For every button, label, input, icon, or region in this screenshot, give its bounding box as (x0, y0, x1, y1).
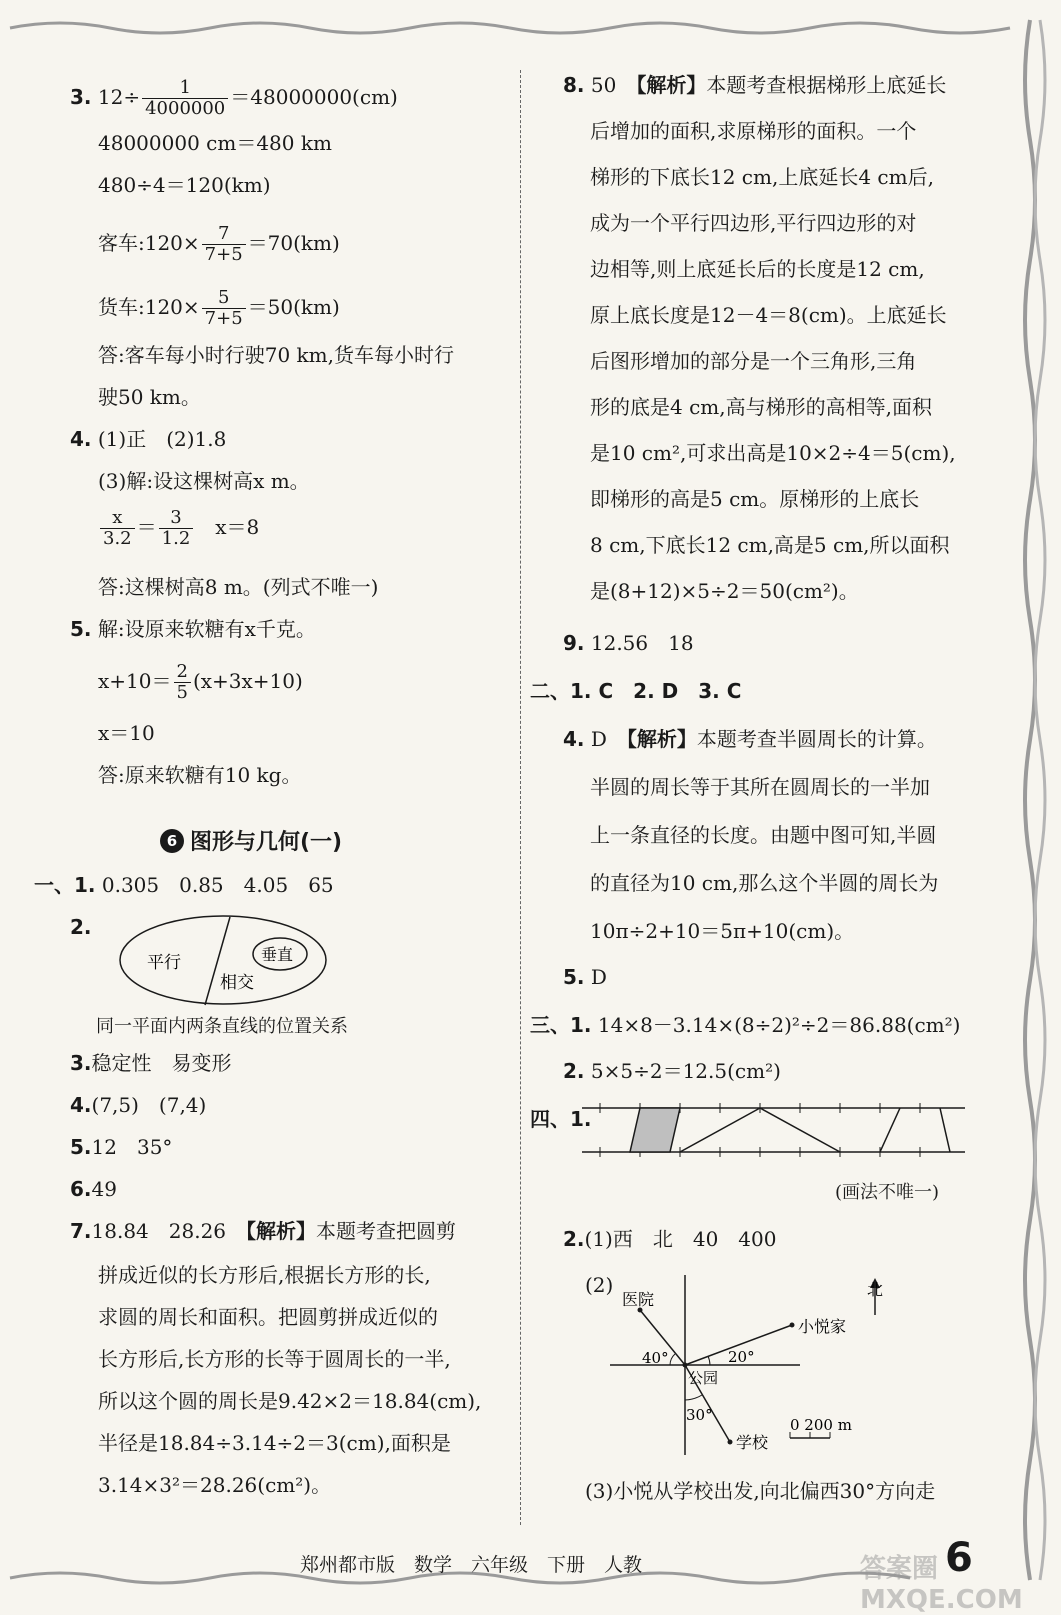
part1-q5: 5.12 35° (70, 1135, 173, 1159)
part1-q2-num: 2. (70, 915, 92, 939)
watermark: 答案圈 MXQE.COM (860, 1554, 1023, 1615)
part1-q7-line: 所以这个圆的周长是9.42×2＝18.84(cm), (98, 1389, 482, 1413)
q4-line2: (3)解:设这棵树高x m。 (98, 469, 310, 493)
fraction: $\frac{1}{4000000}$ (142, 78, 228, 119)
part2-q5: 5. D (563, 965, 607, 989)
q8-line: 成为一个平行四边形,平行四边形的对 (590, 211, 917, 235)
q9: 9. 12.56 18 (563, 631, 694, 655)
venn-diagram (115, 910, 345, 1010)
q4-answer: 答:这棵树高8 m。(列式不唯一) (98, 575, 379, 599)
q8-line: 梯形的下底长12 cm,上底延长4 cm后, (590, 165, 934, 189)
q4-line1: 4. (1)正 (2)1.8 (70, 427, 227, 451)
q5-line3: x＝10 (98, 721, 155, 745)
part2-q4-line: 上一条直径的长度。由题中图可知,半圆 (590, 823, 937, 847)
q8-line: 后增加的面积,求原梯形的面积。一个 (590, 119, 917, 143)
map-north: 北 (867, 1280, 884, 1299)
part1-q3: 3.稳定性 易变形 (70, 1051, 232, 1075)
section-title: 6 图形与几何(一) (160, 825, 342, 856)
q4-proportion: $\frac{x}{3.2}$ ＝ $\frac{3}{1.2}$ x＝8 (98, 508, 259, 549)
part2-q4-head: 4. D 【解析】本题考查半圆周长的计算。 (563, 727, 937, 751)
part1-q6: 6.49 (70, 1177, 117, 1201)
q8-head: 8. 50 【解析】本题考查根据梯形上底延长 (563, 73, 947, 97)
map-scale: 0 200 m (790, 1416, 852, 1434)
page-footer: 郑州都市版 数学 六年级 下册 人教 (300, 1554, 643, 1576)
q5-line1: 5. 解:设原来软糖有x千克。 (70, 617, 316, 641)
venn-parallel: 平行 (147, 953, 181, 973)
part4-q2-line1: 2.(1)西 北 40 400 (563, 1227, 777, 1251)
q5-answer: 答:原来软糖有10 kg。 (98, 763, 302, 787)
venn-perpendicular: 垂直 (261, 945, 294, 964)
part2-answers: 二、1. C 2. D 3. C (530, 679, 742, 703)
parallel-lines-figure (580, 1100, 970, 1160)
map-angle-30: 30° (686, 1406, 713, 1424)
q8-line: 形的底是4 cm,高与梯形的高相等,面积 (590, 395, 932, 419)
part2-q4-line: 10π÷2+10＝5π+10(cm)。 (590, 919, 855, 943)
q8-line: 是10 cm²,可求出高是10×2÷4＝5(cm), (590, 441, 956, 465)
venn-intersect: 相交 (220, 973, 254, 993)
part3-q1: 三、1. 14×8－3.14×(8÷2)²÷2＝86.88(cm²) (530, 1013, 961, 1037)
q3-bus: 客车:120× $\frac{7}{7+5}$ ＝70(km) (98, 223, 340, 265)
map-angle-40: 40° (642, 1349, 669, 1367)
part2-q4-line: 半圆的周长等于其所在圆周长的一半加 (590, 775, 930, 799)
q8-line: 8 cm,下底长12 cm,高是5 cm,所以面积 (590, 533, 950, 557)
part3-q2: 2. 5×5÷2＝12.5(cm²) (563, 1059, 781, 1083)
map-angle-20: 20° (728, 1348, 755, 1366)
part4-q1-label: 四、1. (530, 1107, 592, 1131)
part1-q7-line: 拼成近似的长方形后,根据长方形的长, (98, 1263, 431, 1287)
map-school: 学校 (736, 1433, 769, 1452)
map-hospital: 医院 (622, 1290, 655, 1309)
q8-line: 原上底长度是12－4＝8(cm)。上底延长 (590, 303, 947, 327)
drawing-note: (画法不唯一) (835, 1182, 940, 1203)
part1-q7-line: 长方形后,长方形的长等于圆周长的一半, (98, 1347, 451, 1371)
q5-equation: x+10＝ $\frac{2}{5}$ (x+3x+10) (98, 661, 303, 703)
q8-line: 即梯形的高是5 cm。原梯形的上底长 (590, 487, 920, 511)
q8-line: 后图形增加的部分是一个三角形,三角 (590, 349, 917, 373)
venn-caption: 同一平面内两条直线的位置关系 (96, 1016, 348, 1037)
q3-line3: 480÷4＝120(km) (98, 173, 271, 197)
map-park: 公园 (688, 1369, 719, 1387)
part1-q7-line: 3.14×3²＝28.26(cm²)。 (98, 1473, 332, 1497)
section-badge: 6 (160, 829, 184, 853)
part4-q2-sub: (2) (585, 1273, 614, 1297)
q8-line: 是(8+12)×5÷2＝50(cm²)。 (590, 579, 859, 603)
direction-map (600, 1270, 900, 1460)
map-xiaoyue-home: 小悦家 (798, 1317, 847, 1336)
q3-line2: 48000000 cm＝480 km (98, 131, 332, 155)
part4-q2-line3: (3)小悦从学校出发,向北偏西30°方向走 (585, 1479, 936, 1503)
part1-q7-line: 求圆的周长和面积。把圆剪拼成近似的 (98, 1305, 438, 1329)
part1-q1: 一、1. 0.305 0.85 4.05 65 (34, 873, 334, 897)
q8-line: 边相等,则上底延长后的长度是12 cm, (590, 257, 925, 281)
part1-q7-line: 半径是18.84÷3.14÷2＝3(cm),面积是 (98, 1431, 451, 1455)
q3-line1: 3. 12÷ $\frac{1}{4000000}$ ＝48000000(cm) (70, 77, 398, 119)
column-divider (520, 70, 521, 1525)
q3-truck: 货车:120× $\frac{5}{7+5}$ ＝50(km) (98, 287, 340, 329)
q3-answer-1: 答:客车每小时行驶70 km,货车每小时行 (98, 343, 454, 367)
part1-q4: 4.(7,5) (7,4) (70, 1093, 207, 1117)
part2-q4-line: 的直径为10 cm,那么这个半圆的周长为 (590, 871, 939, 895)
page-number: 6 (945, 1535, 973, 1581)
part1-q7-head: 7.18.84 28.26 【解析】本题考查把圆剪 (70, 1219, 457, 1243)
q3-answer-2: 驶50 km。 (98, 385, 201, 409)
